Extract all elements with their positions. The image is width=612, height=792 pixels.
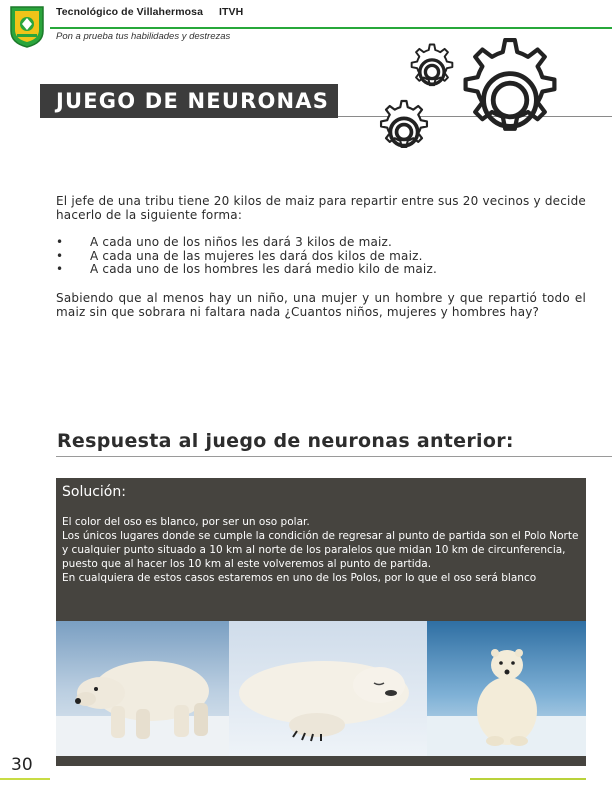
puzzle-bullet-list xyxy=(56,236,586,277)
institution-code: ITVH xyxy=(219,6,244,18)
page-number: 30 xyxy=(11,755,33,775)
list-item: • A cada una de las mujeres les dará dos kilos de maiz. xyxy=(56,248,423,263)
solution-text xyxy=(62,515,580,585)
answer-underline xyxy=(56,456,612,457)
solution-title: Solución: xyxy=(62,484,126,500)
header-divider xyxy=(50,27,612,29)
polar-bear-photos xyxy=(56,621,586,756)
answer-heading: Respuesta al juego de neuronas anterior: xyxy=(57,430,514,452)
solution-paragraph: El color del oso es blanco, por ser un oso polar. xyxy=(62,516,310,528)
polar-bear-sleeping-photo xyxy=(229,621,427,756)
list-item: • A cada uno de los niños les dará 3 kilos de maiz. xyxy=(56,235,393,249)
gears-icon xyxy=(364,38,600,170)
puzzle-question: Sabiendo que al menos hay un niño, una mujer y un hombre y que repartió todo el maiz sin que sobrara ni faltara nada ¿Cuantos niños, mujeres y hombres hay? xyxy=(56,290,586,319)
itvh-logo xyxy=(8,5,46,48)
footer-accent-line xyxy=(0,778,50,780)
puzzle-text xyxy=(56,194,586,319)
solution-paragraph: Los únicos lugares donde se cumple la condición de regresar al punto de partida son el Polo Norte y cualquier punto situado a 10 km al norte de los paralelos que midan 10 km de circunferencia, puesto que al hacer los 10 km al este volveremos al punto de partida. xyxy=(62,530,579,570)
tagline: Pon a prueba tus habilidades y destrezas xyxy=(56,31,231,42)
list-item: • A cada uno de los hombres les dará medio kilo de maiz. xyxy=(56,262,437,276)
title-band xyxy=(40,84,338,118)
page-title: JUEGO DE NEURONAS xyxy=(56,89,330,113)
polar-bear-sitting-photo xyxy=(427,621,586,756)
solution-paragraph: En cualquiera de estos casos estaremos en uno de los Polos, por lo que el oso será blanco xyxy=(62,572,537,584)
puzzle-intro: El jefe de una tribu tiene 20 kilos de maiz para repartir entre sus 20 vecinos y decide hacerlo de la siguiente forma: xyxy=(56,194,586,222)
institution-name: Tecnológico de Villahermosa ITVH xyxy=(56,6,244,18)
solution-box xyxy=(56,478,586,766)
polar-bear-standing-photo xyxy=(56,621,229,756)
footer-accent-line-right xyxy=(470,778,586,780)
